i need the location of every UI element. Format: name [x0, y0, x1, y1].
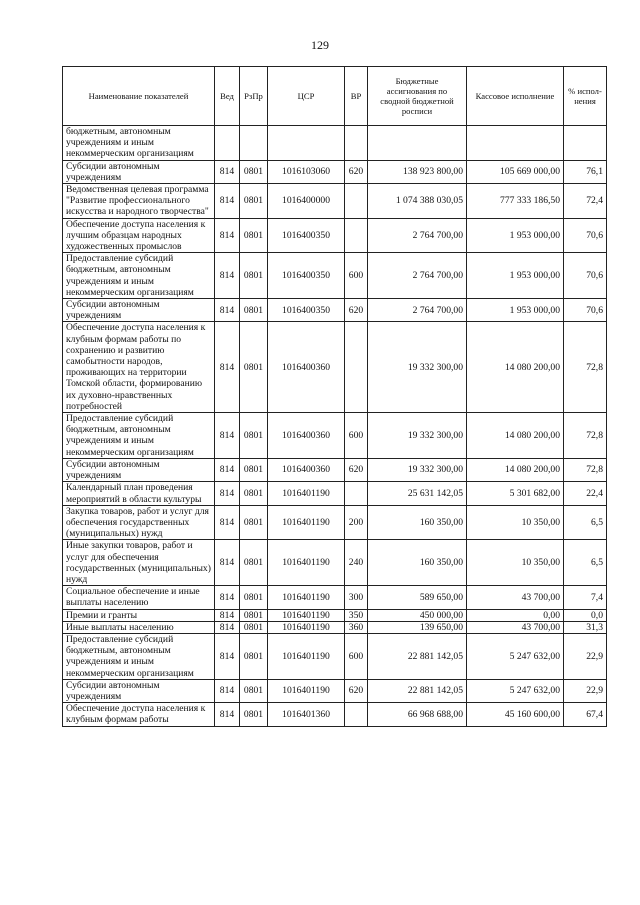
cell-actual: 5 247 632,00	[467, 679, 564, 702]
cell-csr: 1016400350	[268, 218, 345, 253]
cell-csr: 1016401190	[268, 679, 345, 702]
cell-ved: 814	[215, 633, 240, 679]
cell-name: Ведомственная целевая программа "Развитие профессионального искусства и народного творчества"	[63, 184, 215, 219]
cell-actual: 43 700,00	[467, 621, 564, 633]
cell-name: Субсидии автономным учреждениям	[63, 679, 215, 702]
table-row	[63, 218, 607, 253]
cell-csr: 1016400360	[268, 413, 345, 459]
cell-name: Иные выплаты населению	[63, 621, 215, 633]
table-row	[63, 299, 607, 322]
cell-csr	[268, 126, 345, 161]
cell-planned: 22 881 142,05	[368, 633, 467, 679]
cell-planned: 22 881 142,05	[368, 679, 467, 702]
header-planned: Бюджетные ассигнования по сводной бюджетной росписи	[368, 67, 467, 126]
cell-percent: 72,4	[564, 184, 607, 219]
cell-rzpr: 0801	[240, 633, 268, 679]
cell-vr: 360	[345, 621, 368, 633]
table-row	[63, 482, 607, 505]
cell-ved: 814	[215, 703, 240, 726]
cell-name: Премии и гранты	[63, 609, 215, 621]
table-row	[63, 458, 607, 481]
table-row	[63, 621, 607, 633]
cell-ved: 814	[215, 621, 240, 633]
table-row	[63, 126, 607, 161]
cell-rzpr: 0801	[240, 458, 268, 481]
cell-vr: 300	[345, 586, 368, 609]
cell-name: Обеспечение доступа населения к клубным формам работы	[63, 703, 215, 726]
cell-actual: 0,00	[467, 609, 564, 621]
table-row	[63, 413, 607, 459]
header-ved: Вед	[215, 67, 240, 126]
header-percent: % испол-нения	[564, 67, 607, 126]
cell-actual: 43 700,00	[467, 586, 564, 609]
table-body	[63, 126, 607, 727]
cell-planned: 2 764 700,00	[368, 299, 467, 322]
cell-actual: 10 350,00	[467, 505, 564, 540]
cell-name: Социальное обеспечение и иные выплаты населению	[63, 586, 215, 609]
cell-vr: 200	[345, 505, 368, 540]
cell-rzpr: 0801	[240, 703, 268, 726]
cell-csr: 1016401190	[268, 540, 345, 586]
cell-csr: 1016103060	[268, 160, 345, 183]
cell-actual	[467, 126, 564, 161]
cell-actual: 45 160 600,00	[467, 703, 564, 726]
table-row	[63, 703, 607, 726]
cell-ved	[215, 126, 240, 161]
cell-planned: 19 332 300,00	[368, 413, 467, 459]
cell-ved: 814	[215, 413, 240, 459]
table-row	[63, 609, 607, 621]
cell-rzpr: 0801	[240, 160, 268, 183]
cell-rzpr: 0801	[240, 253, 268, 299]
cell-ved: 814	[215, 458, 240, 481]
table-row	[63, 633, 607, 679]
cell-name: Предоставление субсидий бюджетным, автономным учреждениям и иным некоммерческим организациям	[63, 253, 215, 299]
table-row	[63, 322, 607, 413]
cell-vr: 620	[345, 299, 368, 322]
cell-vr: 620	[345, 679, 368, 702]
cell-actual: 1 953 000,00	[467, 299, 564, 322]
cell-name: Обеспечение доступа населения к лучшим образцам народных художественных промыслов	[63, 218, 215, 253]
cell-rzpr: 0801	[240, 609, 268, 621]
cell-actual: 1 953 000,00	[467, 218, 564, 253]
cell-actual: 14 080 200,00	[467, 458, 564, 481]
cell-vr: 620	[345, 160, 368, 183]
cell-csr: 1016400000	[268, 184, 345, 219]
cell-rzpr: 0801	[240, 679, 268, 702]
cell-vr	[345, 322, 368, 413]
cell-ved: 814	[215, 218, 240, 253]
cell-rzpr: 0801	[240, 299, 268, 322]
cell-ved: 814	[215, 586, 240, 609]
cell-planned: 160 350,00	[368, 505, 467, 540]
cell-name: Субсидии автономным учреждениям	[63, 458, 215, 481]
cell-ved: 814	[215, 482, 240, 505]
cell-csr: 1016400350	[268, 253, 345, 299]
cell-percent: 6,5	[564, 540, 607, 586]
table-row	[63, 253, 607, 299]
cell-csr: 1016401190	[268, 586, 345, 609]
cell-name: Календарный план проведения мероприятий в области культуры	[63, 482, 215, 505]
cell-planned	[368, 126, 467, 161]
cell-planned: 19 332 300,00	[368, 322, 467, 413]
cell-percent: 7,4	[564, 586, 607, 609]
cell-csr: 1016400360	[268, 458, 345, 481]
cell-vr: 600	[345, 633, 368, 679]
cell-percent: 70,6	[564, 218, 607, 253]
cell-vr: 600	[345, 413, 368, 459]
cell-ved: 814	[215, 299, 240, 322]
cell-ved: 814	[215, 505, 240, 540]
cell-percent: 6,5	[564, 505, 607, 540]
cell-actual: 10 350,00	[467, 540, 564, 586]
cell-percent: 76,1	[564, 160, 607, 183]
cell-planned: 25 631 142,05	[368, 482, 467, 505]
cell-percent: 67,4	[564, 703, 607, 726]
cell-percent: 70,6	[564, 253, 607, 299]
header-actual: Кассовое исполнение	[467, 67, 564, 126]
cell-vr: 350	[345, 609, 368, 621]
cell-percent: 70,6	[564, 299, 607, 322]
table-header-row	[63, 67, 607, 126]
header-name: Наименование показателей	[63, 67, 215, 126]
cell-percent: 72,8	[564, 322, 607, 413]
cell-ved: 814	[215, 253, 240, 299]
cell-name: Предоставление субсидий бюджетным, автономным учреждениям и иным некоммерческим организациям	[63, 633, 215, 679]
cell-rzpr: 0801	[240, 482, 268, 505]
cell-actual: 5 301 682,00	[467, 482, 564, 505]
cell-rzpr	[240, 126, 268, 161]
cell-name: Субсидии автономным учреждениям	[63, 160, 215, 183]
cell-planned: 139 650,00	[368, 621, 467, 633]
cell-planned: 589 650,00	[368, 586, 467, 609]
cell-csr: 1016401190	[268, 621, 345, 633]
cell-csr: 1016400360	[268, 322, 345, 413]
cell-name: Иные закупки товаров, работ и услуг для обеспечения государственных (муниципальных) нужд	[63, 540, 215, 586]
table-row	[63, 505, 607, 540]
cell-ved: 814	[215, 184, 240, 219]
cell-planned: 19 332 300,00	[368, 458, 467, 481]
cell-planned: 1 074 388 030,05	[368, 184, 467, 219]
page-number: 129	[311, 38, 329, 52]
cell-ved: 814	[215, 609, 240, 621]
cell-actual: 14 080 200,00	[467, 322, 564, 413]
table-row	[63, 540, 607, 586]
cell-rzpr: 0801	[240, 505, 268, 540]
header-rzpr: РзПр	[240, 67, 268, 126]
cell-csr: 1016401190	[268, 505, 345, 540]
table-row	[63, 586, 607, 609]
cell-percent: 22,9	[564, 633, 607, 679]
budget-execution-table	[62, 66, 607, 727]
cell-percent: 72,8	[564, 458, 607, 481]
cell-vr	[345, 184, 368, 219]
cell-rzpr: 0801	[240, 218, 268, 253]
cell-planned: 450 000,00	[368, 609, 467, 621]
cell-actual: 1 953 000,00	[467, 253, 564, 299]
header-csr: ЦСР	[268, 67, 345, 126]
cell-rzpr: 0801	[240, 413, 268, 459]
cell-planned: 160 350,00	[368, 540, 467, 586]
cell-vr	[345, 218, 368, 253]
cell-actual: 5 247 632,00	[467, 633, 564, 679]
cell-name: Обеспечение доступа населения к клубным формам работы по сохранению и развитию самобытности народов, проживающих на территории Томской области, формированию их духовно-нравственных потребностей	[63, 322, 215, 413]
cell-percent: 22,9	[564, 679, 607, 702]
cell-rzpr: 0801	[240, 184, 268, 219]
cell-name: Субсидии автономным учреждениям	[63, 299, 215, 322]
cell-percent: 72,8	[564, 413, 607, 459]
cell-rzpr: 0801	[240, 322, 268, 413]
cell-vr: 600	[345, 253, 368, 299]
header-vr: ВР	[345, 67, 368, 126]
cell-actual: 105 669 000,00	[467, 160, 564, 183]
cell-ved: 814	[215, 679, 240, 702]
cell-rzpr: 0801	[240, 586, 268, 609]
cell-vr	[345, 703, 368, 726]
cell-name: бюджетным, автономным учреждениям и иным некоммерческим организациям	[63, 126, 215, 161]
cell-csr: 1016401360	[268, 703, 345, 726]
cell-percent: 31,3	[564, 621, 607, 633]
table-row	[63, 160, 607, 183]
cell-ved: 814	[215, 322, 240, 413]
cell-percent: 0,0	[564, 609, 607, 621]
cell-name: Закупка товаров, работ и услуг для обеспечения государственных (муниципальных) нужд	[63, 505, 215, 540]
cell-vr	[345, 126, 368, 161]
cell-rzpr: 0801	[240, 540, 268, 586]
cell-csr: 1016401190	[268, 633, 345, 679]
cell-name: Предоставление субсидий бюджетным, автономным учреждениям и иным некоммерческим организациям	[63, 413, 215, 459]
cell-percent: 22,4	[564, 482, 607, 505]
cell-actual: 777 333 186,50	[467, 184, 564, 219]
cell-planned: 2 764 700,00	[368, 253, 467, 299]
cell-csr: 1016400350	[268, 299, 345, 322]
cell-vr: 620	[345, 458, 368, 481]
table-row	[63, 679, 607, 702]
cell-vr: 240	[345, 540, 368, 586]
cell-csr: 1016401190	[268, 482, 345, 505]
table-row	[63, 184, 607, 219]
cell-vr	[345, 482, 368, 505]
cell-planned: 2 764 700,00	[368, 218, 467, 253]
cell-planned: 138 923 800,00	[368, 160, 467, 183]
cell-rzpr: 0801	[240, 621, 268, 633]
cell-actual: 14 080 200,00	[467, 413, 564, 459]
cell-percent	[564, 126, 607, 161]
cell-ved: 814	[215, 540, 240, 586]
cell-planned: 66 968 688,00	[368, 703, 467, 726]
cell-ved: 814	[215, 160, 240, 183]
cell-csr: 1016401190	[268, 609, 345, 621]
